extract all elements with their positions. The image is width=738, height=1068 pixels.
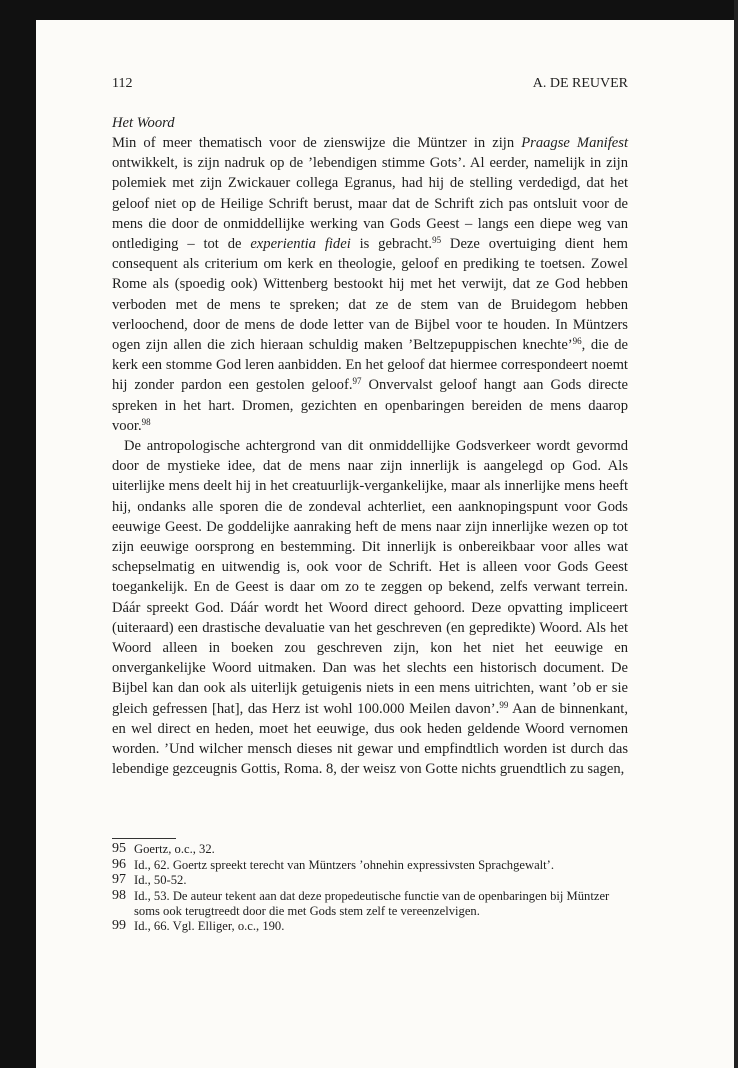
footnotes: [112, 842, 630, 935]
footnote: [112, 873, 630, 887]
footnote-text: Id., 50-52.: [134, 873, 187, 888]
footnote: [112, 889, 630, 918]
text-run: ontwikkelt, is zijn nadruk op de ’lebendigen stimme Gots’. Al eerder, namelijk in zijn polemiek met zijn Zwickauer collega Egranus, had hij de stelling verdedigd, dat het geloof niet op de Heilige Schrift berust, maar dat de Schrift zich pas ontsluit voor de mens die door de onmiddellijke werking van Gods Geest – langs een diepe weg van ontlediging – tot de: [112, 155, 628, 253]
footnote-text: Goertz, o.c., 32.: [134, 842, 215, 856]
footnote-text: Id., 62. Goertz spreekt terecht van Müntzers ’ohnehin expressivsten Sprachgewalt’.: [134, 857, 555, 872]
footnote-text: Id., 53. De auteur tekent aan dat deze propedeutische functie van de openbaringen bij Müntzer soms ook terugtreedt door die met Gods stem zelf te vereenzelvigen.: [134, 889, 610, 918]
italic-term: Praagse Manifest: [521, 135, 628, 151]
text-run: Deze overtuiging dient hem consequent als criterium om kerk en theologie, geloof en prediking te toetsen. Zowel Rome als (spoedig ook) Wittenberg bestookt hij met het verwijt, dat ze God hebben verboden met de mens te spreken; dat ze de stem van de Bruidegom hebben verloochend, door de mens de dode letter van de Bijbel voor te houden. In Müntzers ogen zijn allen die zich hieraan schuldig maken ’Beltzepuppischen knechte’: [112, 236, 629, 354]
footnote-number: 99: [112, 918, 126, 934]
footnote-number: 95: [112, 841, 126, 856]
footnote-rule: [112, 838, 176, 839]
footnote-ref: 97: [352, 376, 362, 387]
text-run: De antropologische achtergrond van dit onmiddellijke Godsverkeer wordt gevormd door de mystieke idee, dat de mens naar zijn innerlijk is aangelegd op God. Als uiterlijke mens deelt hij in het creatuurlijk-vergankelijke, maar als innerlijke mens heeft hij, ondanks alle sporen die de zondeval achterliet, een aanknopingspunt voor Gods eeuwige Geest. De goddelijke aanraking heft de mens naar zijn innerlijke wezen op tot zijn eeuwige oorsprong en bestemming. Dit innerlijk is onbereikbaar voor alles wat schepselmatig en uitwendig is, ook voor de Schrift. Het is alleen voor Gods Geest toegankelijk. En de Geest is daar om zo te zeggen op bekend, zelfs verwant terrein. Dáár spreekt God. Dáár wordt het Woord direct gehoord. Deze opvatting impliceert (uiteraard) een drastische devaluatie van het geschreven (en gepredikte) Woord. Als het Woord alleen in boeken zou geschreven zijn, kon het niet het eeuwige en onvergankelijke Woord uitmaken. Dan was het slechts een historisch document. De Bijbel kan dan ook als uiterlijk getuigenis niets in een mens uitrichten, want ’ob er sie gleich gefressen [hat], das Herz ist wohl 100.000 Meilen davon’.: [112, 438, 628, 717]
text-run: , die de kerk een stomme God leren aanbidden. En het geloof dat hiermee correspondeert noemt hij zonder pardon een gestolen geloof.: [112, 337, 628, 394]
text-run: Aan de binnenkant, en wel direct en heden, moet het eeuwige, dus ook heden geldende Woord vernomen worden. ’Und wilcher mensch dieses nit gewar und empfindtlich worden ist durch das lebendige gezceugnis Gottis, Roma. 8, der weisz von Gotte nichts gruendtlich zu sagen,: [112, 700, 628, 778]
footnote-number: 96: [112, 856, 126, 872]
footnote-ref: 95: [432, 235, 442, 246]
footnote-number: 98: [112, 888, 126, 904]
footnote-number: 97: [112, 872, 126, 888]
scan-edge-left: [0, 0, 36, 1068]
italic-term: experientia fidei: [250, 236, 351, 253]
footnote: [112, 858, 630, 872]
running-head-author: A. DE REUVER: [532, 76, 628, 91]
text-run: Onvervalst geloof hangt aan Gods directe spreken in het hart. Dromen, gezichten en openbaringen bereiden de mens daarop voor.: [112, 377, 628, 434]
body-text: [112, 113, 628, 780]
text-run: is gebracht.: [350, 236, 433, 253]
paragraph: [112, 436, 628, 779]
footnote-ref: 96: [572, 336, 582, 347]
footnote-ref: 99: [499, 699, 509, 710]
footnote-ref: 98: [141, 416, 151, 427]
text-run: Min of meer thematisch voor de zienswijze die Müntzer in zijn: [112, 135, 522, 151]
page-number: 112: [112, 76, 133, 91]
section-title: Het Woord: [112, 115, 175, 131]
footnote-text: Id., 66. Vgl. Elliger, o.c., 190.: [134, 919, 285, 934]
paragraph: [112, 133, 628, 436]
scan-edge-top: [0, 0, 738, 20]
footnote: [112, 919, 630, 933]
scan-edge-right: [734, 0, 738, 1068]
footnote: [112, 842, 630, 856]
